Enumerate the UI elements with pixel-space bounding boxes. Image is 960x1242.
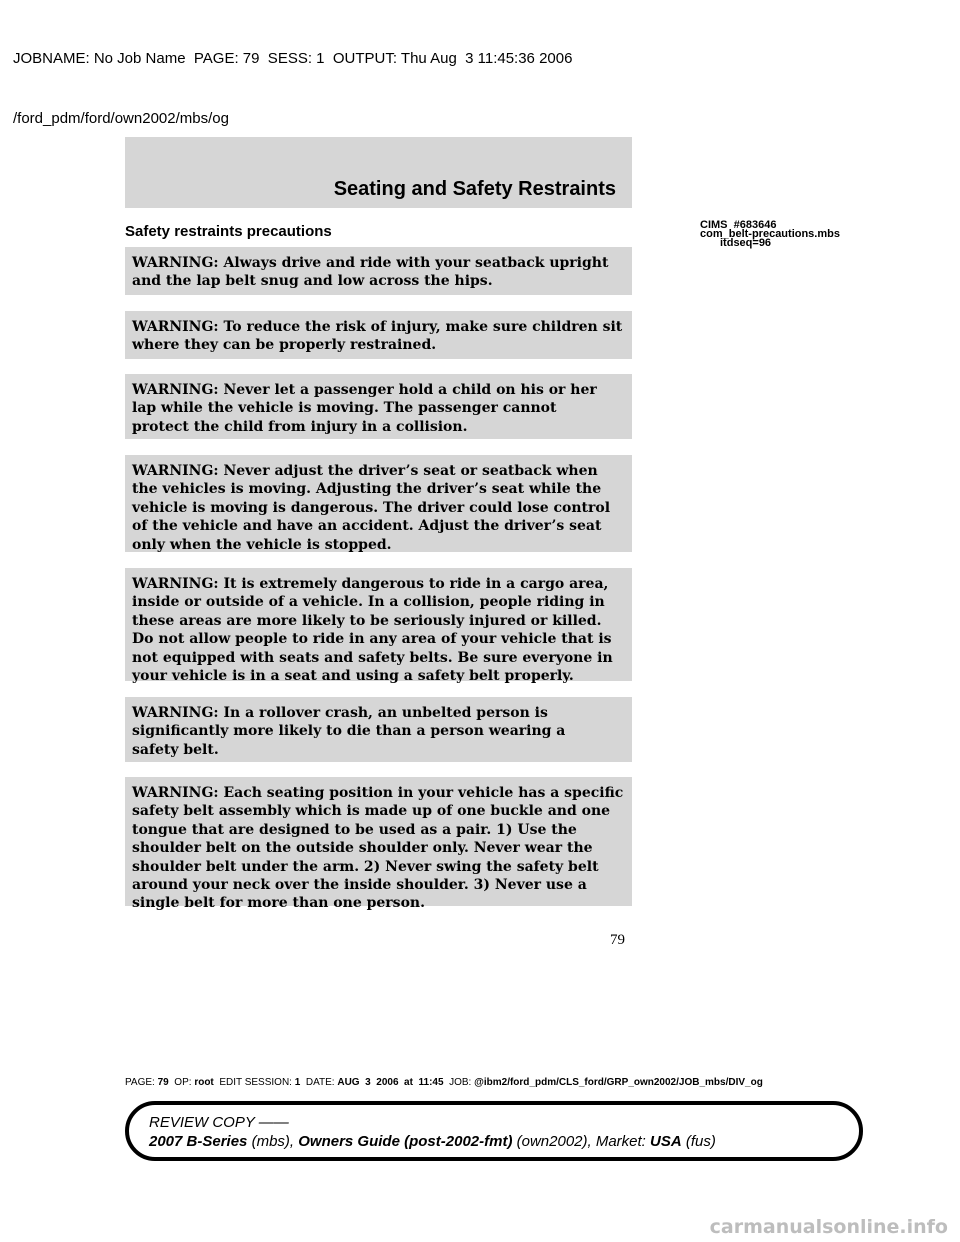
warning-text: WARNING: In a rollover crash, an unbelted person is significantly more likely to die than a person wearing a safety belt. bbox=[132, 705, 566, 758]
warning-text: WARNING: Always drive and ride with your seatback upright and the lap belt snug and low across the hips. bbox=[132, 255, 609, 290]
cims-line1: CIMS #683646 bbox=[700, 219, 777, 231]
review-copy-details: 2007 B-Series (mbs), Owners Guide (post-2002-fmt) (own2002), Market: USA (fus) bbox=[149, 1133, 716, 1150]
chapter-header bbox=[125, 137, 632, 208]
market-name: USA bbox=[650, 1133, 682, 1150]
job-header bbox=[13, 9, 572, 149]
guide-name: Owners Guide (post-2002-fmt) bbox=[298, 1133, 513, 1150]
warning-text: WARNING: Never adjust the driver’s seat or seatback when the vehicles is moving. Adjusting the driver’s seat while the vehicle is moving is dangerous. The driver could lose control of the vehicle and have an accident. Adjust the driver’s seat only when the vehicle is stopped. bbox=[132, 463, 611, 553]
warning-box bbox=[125, 455, 632, 552]
job-header-line2: /ford_pdm/ford/own2002/mbs/og bbox=[13, 110, 229, 127]
warning-box bbox=[125, 777, 632, 912]
warning-text: WARNING: To reduce the risk of injury, make sure children sit where they can be properly restrained. bbox=[132, 319, 623, 354]
warning-box bbox=[125, 311, 632, 359]
warning-text: WARNING: Never let a passenger hold a child on his or her lap while the vehicle is moving. The passenger cannot protect the child from injury in a collision. bbox=[132, 382, 597, 435]
review-copy-label: REVIEW COPY —— bbox=[149, 1114, 289, 1131]
model-name: 2007 B-Series bbox=[149, 1133, 248, 1150]
warning-text: WARNING: Each seating position in your vehicle has a specific safety belt assembly which is made up of one buckle and one tongue that are designed to be used as a pair. 1) Use the shoulder belt on the outside shoulder only. Never wear the shoulder belt under the arm. 2) Never swing the safety belt around your neck over the inside shoulder. 3) Never use a single belt for more than one person. bbox=[132, 785, 624, 912]
warning-text: WARNING: It is extremely dangerous to ride in a cargo area, inside or outside of a vehicle. In a collision, people riding in these areas are more likely to be seriously injured or killed. Do not allow people to ride in any area of your vehicle that is not equipped with seats and safety belts. Be sure everyone in your vehicle is in a seat and using a safety belt properly. bbox=[132, 576, 613, 685]
warning-box bbox=[125, 568, 632, 685]
watermark: carmanualsonline.info bbox=[709, 1216, 948, 1238]
job-header-line1: JOBNAME: No Job Name PAGE: 79 SESS: 1 OUTPUT: Thu Aug 3 11:45:36 2006 bbox=[13, 50, 573, 67]
cims-line3: itdseq=96 bbox=[720, 237, 772, 249]
chapter-title: Seating and Safety Restraints bbox=[333, 178, 616, 200]
section-title: Safety restraints precautions bbox=[125, 223, 332, 240]
page-info: PAGE: 79 OP: root EDIT SESSION: 1 DATE: AUG 3 2006 at 11:45 JOB: @ibm2/ford_pdm/CLS_ford/GRP_own2002/JOB_mbs/DIV_og bbox=[125, 1077, 763, 1088]
review-copy-box bbox=[125, 1101, 863, 1161]
warning-box bbox=[125, 374, 632, 439]
cims-reference bbox=[700, 221, 840, 248]
page-number: 79 bbox=[610, 932, 625, 948]
warning-box bbox=[125, 247, 632, 295]
warning-box bbox=[125, 697, 632, 762]
cims-line2: com_belt-precautions.mbs bbox=[700, 228, 840, 240]
